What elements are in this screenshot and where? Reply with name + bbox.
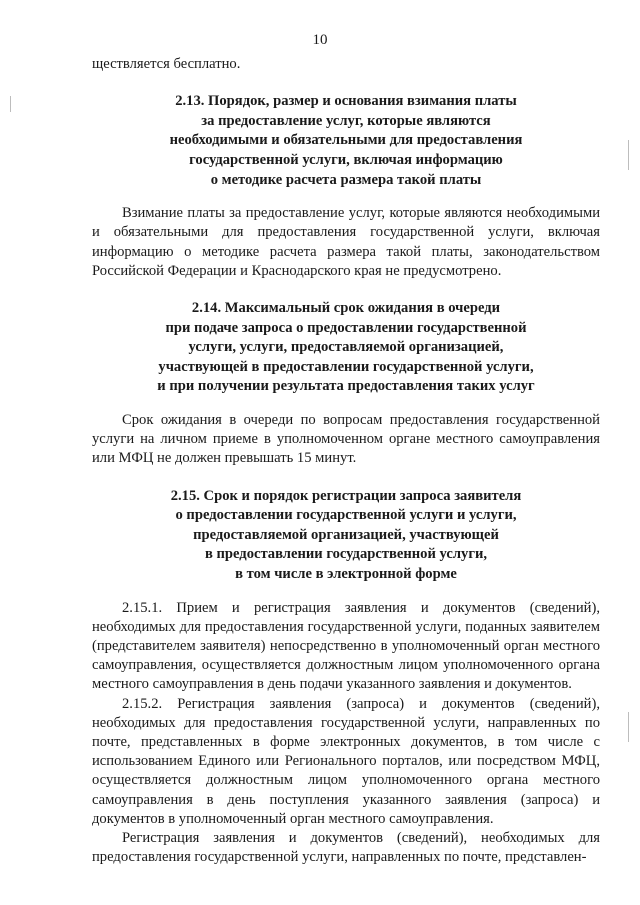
- heading-line: государственной услуги, включая информацию: [189, 151, 503, 168]
- paragraph-2-15-1: 2.15.1. Прием и регистрация заявления и документов (сведений), необходимых для предоставления государственной услуги, поданных заявителем (представителем заявителя) непосредственно в уполномоченный орган местного самоуправления, осуществляется должностным лицом уполномоченного органа местного самоуправления в день подачи указанного заявления и документов.: [92, 599, 600, 693]
- section-heading-2-13: [92, 92, 600, 190]
- heading-line: за предоставление услуг, которые являются: [201, 112, 491, 129]
- right-margin-mark-bottom: [628, 712, 629, 742]
- page-number: 10: [312, 32, 328, 48]
- heading-line: в том числе в электронной форме: [235, 565, 457, 582]
- heading-line: участвующей в предоставлении государственной услуги,: [158, 358, 534, 375]
- intro-fragment: ществляется бесплатно.: [92, 56, 241, 72]
- paragraph-2-13: Взимание платы за предоставление услуг, которые являются необходимыми и обязательными для предоставления государственной услуги, включая информацию о методике расчета размера такой платы, законодательством Российской Федерации и Краснодарского края не предусмотрено.: [92, 205, 600, 279]
- heading-line: при подаче запроса о предоставлении государственной: [165, 319, 527, 336]
- heading-line: и при получении результата предоставления таких услуг: [157, 378, 535, 395]
- heading-line: 2.14. Максимальный срок ожидания в очереди: [191, 299, 501, 316]
- heading-line: 2.15. Срок и порядок регистрации запроса заявителя: [170, 487, 522, 504]
- section-heading-2-15: [92, 487, 600, 585]
- heading-line: услуги, услуги, предоставляемой организацией,: [188, 339, 504, 356]
- paragraph-2-14: Срок ожидания в очереди по вопросам предоставления государственной услуги на личном приеме в уполномоченном органе местного самоуправления или МФЦ не должен превышать 15 минут.: [92, 411, 600, 467]
- left-margin-mark: [10, 96, 11, 112]
- heading-line: о методике расчета размера такой платы: [210, 171, 482, 188]
- heading-line: необходимыми и обязательными для предоставления: [169, 132, 523, 149]
- paragraph-2-15-2: 2.15.2. Регистрация заявления (запроса) и документов (сведений), необходимых для предоставления государственной услуги, направленных по почте, представленных в форме электронных документов, в том числе с использованием Единого или Регионального порталов, или посредством МФЦ, осуществляется должностным лицом уполномоченного органа местного самоуправления в день поступления указанного заявления (запроса) и документов в уполномоченный орган местного самоуправления.: [92, 695, 600, 827]
- heading-line: предоставляемой организацией, участвующей: [193, 526, 499, 543]
- right-margin-mark-top: [628, 140, 629, 170]
- heading-line: в предоставлении государственной услуги,: [204, 546, 488, 563]
- heading-line: о предоставлении государственной услуги и услуги,: [175, 507, 517, 524]
- document-body: [92, 55, 600, 867]
- paragraph-2-15-registration: Регистрация заявления и документов (сведений), необходимых для предоставления государственной услуги, направленных по почте, представлен-: [92, 829, 600, 866]
- heading-line: 2.13. Порядок, размер и основания взимания платы: [175, 93, 517, 110]
- section-heading-2-14: [92, 299, 600, 397]
